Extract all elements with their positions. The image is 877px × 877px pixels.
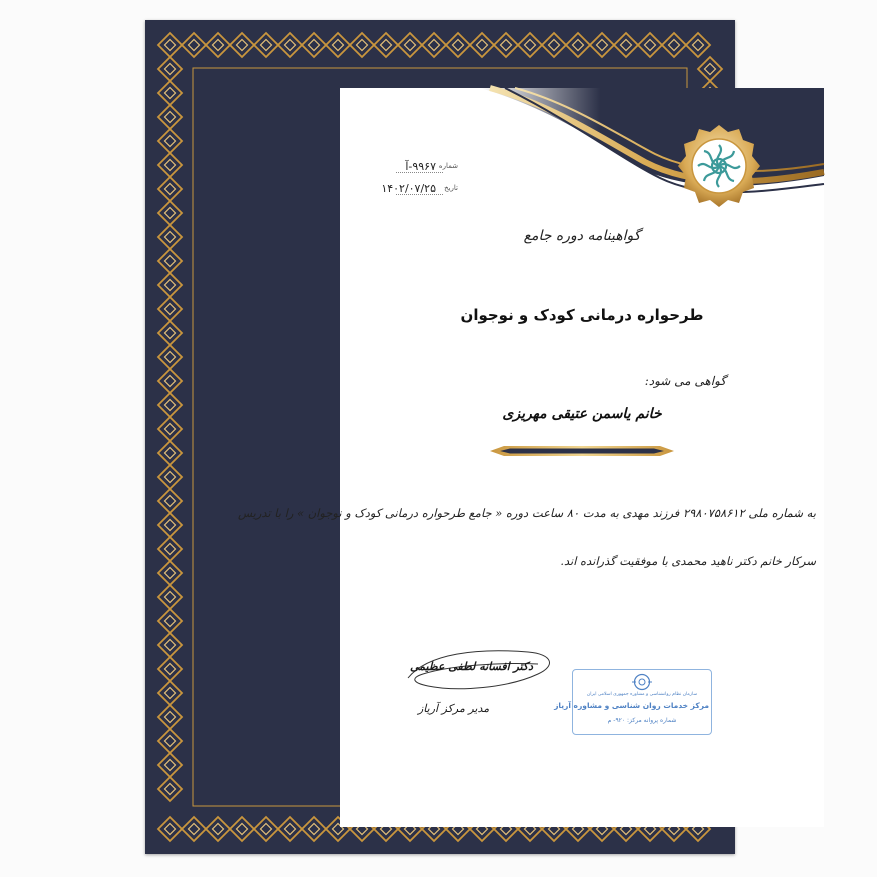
stamp-organization-line: سازمان نظام روانشناسی و مشاوره جمهوری اسلامی ایران: [586, 692, 698, 697]
reference-number-line: [348, 160, 458, 176]
signatory-name: دکتر افسانه لطفی عظیمی: [410, 660, 533, 673]
reference-date-label: تاریخ: [444, 184, 458, 192]
stamp-center-name: مرکز خدمات روان شناسی و مشاوره آریاز: [554, 701, 709, 710]
certificate-subtitle: گواهینامه دوره جامع: [523, 228, 641, 244]
certificate-body-line-1: به شماره ملی ۲۹۸۰۷۵۸۶۱۲ فرزند مهدی به مدت ۸۰ ساعت دوره « جامع طرحواره درمانی کودک و نوجوان » را با تدریس: [237, 506, 816, 520]
stamp-license-number: شماره پروانه مرکز: ۹۲۰- م: [607, 717, 677, 724]
certificate-paper: [237, 88, 824, 827]
certificate-body-line-2: سرکار خانم دکتر ناهید محمدی با موفقیت گذرانده اند.: [560, 554, 816, 568]
certificate-frame: [145, 20, 816, 854]
stamp-emblem-icon: [631, 673, 653, 691]
reference-block: [348, 160, 458, 198]
institute-logo-seal: [676, 123, 762, 209]
course-title: طرحواره درمانی کودک و نوجوان: [460, 306, 704, 324]
reference-date-value: ۱۴۰۲/۰۷/۲۵: [381, 182, 436, 195]
handwritten-signature: [388, 648, 558, 698]
signatory-title: مدیر مرکز آریاز: [418, 702, 490, 715]
official-stamp: [554, 669, 712, 735]
recipient-name: خانم یاسمن عتیقی مهریزی: [502, 406, 662, 422]
ornamental-divider: [490, 444, 674, 458]
reference-number-label: شماره: [438, 162, 458, 170]
reference-date-line: [348, 182, 458, 198]
certifies-label: گواهی می شود:: [644, 374, 726, 388]
reference-number-value: ۹۹۶۷-آ: [405, 160, 436, 173]
